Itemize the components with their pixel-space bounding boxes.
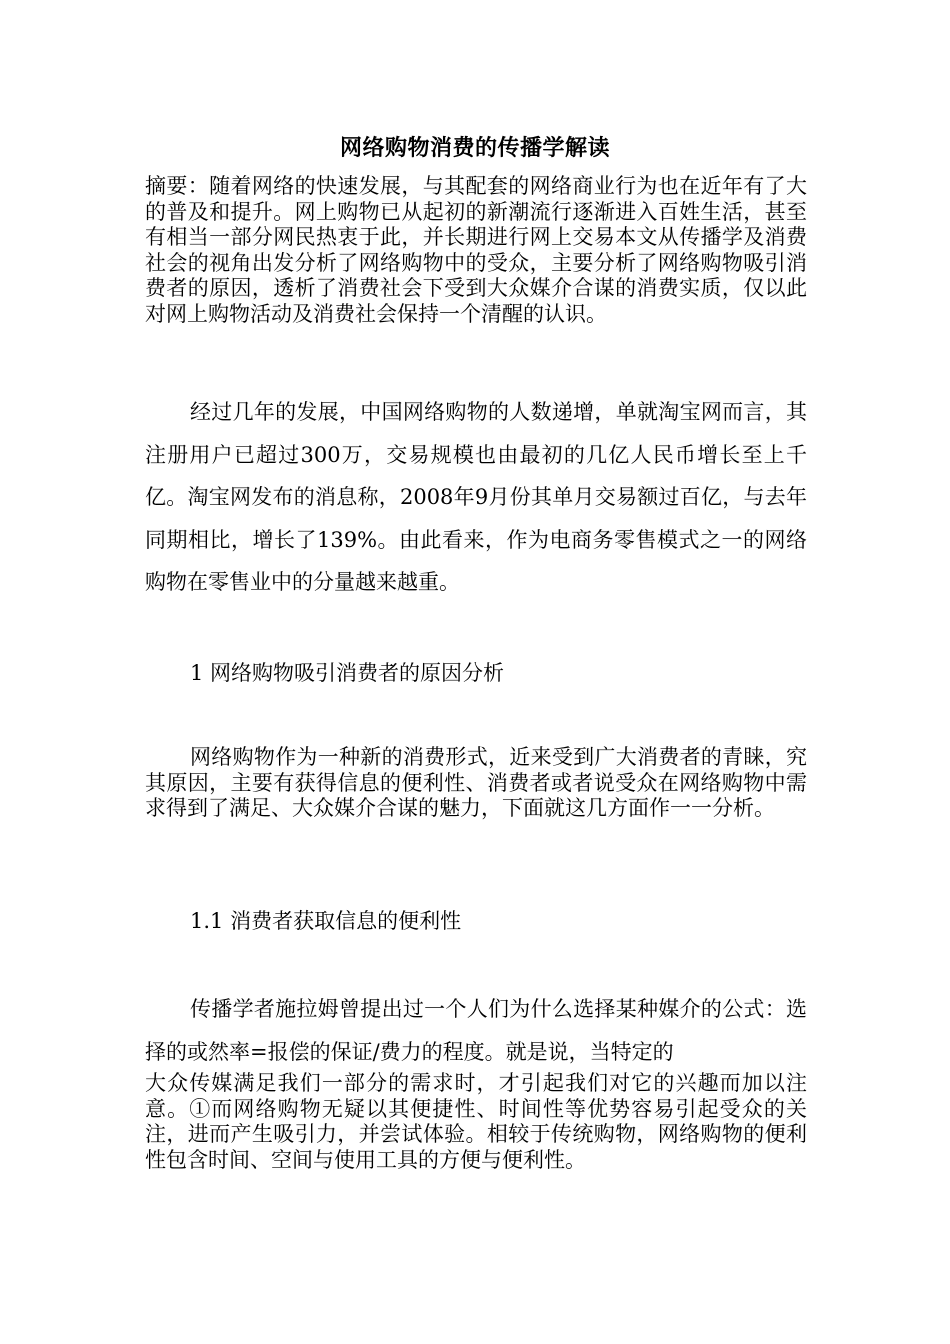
body-paragraph-1: 经过几年的发展，中国网络购物的人数递增，单就淘宝网而言，其注册用户已超过300万，交易规模也由最初的几亿人民币增长至上千亿。淘宝网发布的消息称，2008年9月份其单月交易额过百亿，与去年同期相比，增长了139%。由此看来，作为电商务零售模式之一的网络购物在零售业中的分量越来越重。 bbox=[145, 400, 807, 594]
body-paragraph-2: 网络购物作为一种新的消费形式，近来受到广大消费者的青睐，究其原因，主要有获得信息的便利性、消费者或者说受众在网络购物中需求得到了满足、大众媒介合谋的魅力，下面就这几方面作一一分析。 bbox=[145, 745, 807, 820]
body-paragraph-3-part-1: 传播学者施拉姆曾提出过一个人们为什么选择某种媒介的公式：选择的或然率=报偿的保证/费力的程度。就是说，当特定的 bbox=[145, 997, 807, 1064]
document-title: 网络购物消费的传播学解读 bbox=[339, 135, 610, 161]
abstract-paragraph: 摘要：随着网络的快速发展，与其配套的网络商业行为也在近年有了大的普及和提升。网上购物已从起初的新潮流行逐渐进入百姓生活，甚至有相当一部分网民热衷于此，并长期进行网上交易本文从传播学及消费社会的视角出发分析了网络购物中的受众，主要分析了网络购物吸引消费者的原因，透析了消费社会下受到大众媒介合谋的消费实质，仅以此对网上购物活动及消费社会保持一个清醒的认识。 bbox=[145, 174, 807, 326]
section-heading-1-1: 1.1 消费者获取信息的便利性 bbox=[190, 909, 462, 933]
body-paragraph-3-part-2: 大众传媒满足我们一部分的需求时，才引起我们对它的兴趣而加以注意。①而网络购物无疑以其便捷性、时间性等优势容易引起受众的关注，进而产生吸引力，并尝试体验。相较于传统购物，网络购物的便利性包含时间、空间与使用工具的方便与便利性。 bbox=[145, 1071, 807, 1172]
section-heading-1: 1 网络购物吸引消费者的原因分析 bbox=[190, 661, 505, 685]
